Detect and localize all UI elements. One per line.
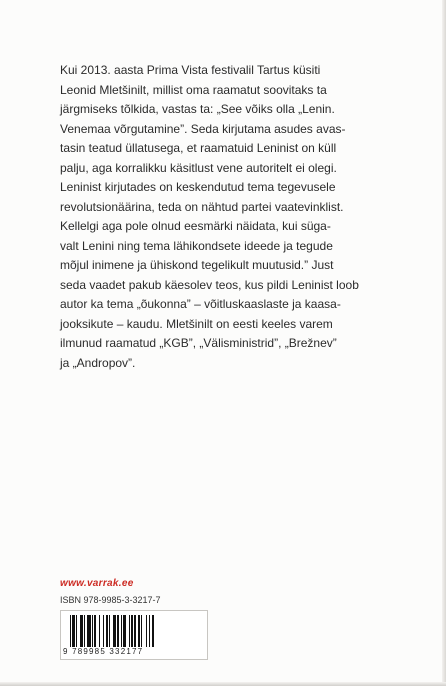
blurb-line: Leonid Mletšinilt, millist oma raamatut soovitaks ta: [60, 82, 327, 97]
barcode-bar: [121, 615, 122, 647]
barcode-bar: [113, 615, 116, 647]
barcode-bar: [70, 615, 71, 647]
blurb-line: mõjul inimene ja ühiskond tegelikult muutusid.” Just: [60, 258, 334, 272]
blurb-line: Kui 2013. aasta Prima Vista festivalil Tartus küsiti: [60, 63, 321, 77]
barcode-bar: [92, 615, 93, 647]
barcode-bar: [106, 615, 108, 647]
barcode-bar: [129, 615, 130, 647]
blurb-line: seda vaadet pakub käesolev teos, kus pildi Leninist loob: [60, 277, 359, 292]
barcode-bar: [131, 615, 133, 647]
barcode-bar: [76, 615, 77, 647]
blurb-line: jooksikute – kaudu. Mletšinilt on eesti keeles varem: [60, 316, 333, 331]
barcode-bar: [109, 615, 110, 647]
blurb-line: revolutsionäärina, teda on nähtud partei vaatevinklist.: [60, 199, 344, 214]
blurb-line: Venemaa võrgutamine”. Seda kirjutama asudes avas-: [60, 121, 346, 136]
barcode-bar: [134, 615, 135, 647]
barcode: [60, 610, 208, 660]
blurb-line: Kellelgi aga pole olnud eesmärki näidata, kui süga-: [60, 219, 331, 233]
blurb-line: autor ka tema „õukonna” – võitluskaaslaste ja kaasa-: [60, 297, 341, 311]
blurb-line: tasin teatud üllatusega, et raamatuid Leninist on küll: [60, 141, 337, 155]
barcode-number: 9 789985 332177: [63, 647, 144, 656]
barcode-bar: [103, 615, 104, 647]
barcode-bar: [152, 615, 154, 647]
barcode-bar: [94, 615, 96, 647]
barcode-bar: [146, 615, 147, 647]
barcode-bar: [80, 615, 82, 647]
barcode-bars: [70, 615, 196, 647]
barcode-bar: [87, 615, 90, 647]
blurb-line: valt Lenini ning tema lähikondsete ideede ja tegude: [60, 238, 333, 253]
blurb-line: ilmunud raamatud „KGB”, „Välisministrid”, „Brežnev”: [60, 336, 337, 350]
barcode-bar: [72, 615, 74, 647]
blurb-line: palju, aga korralikku käsitlust vene autoritelt ei olegi.: [60, 160, 337, 175]
cover-edge-bottom: [0, 682, 446, 686]
barcode-bar: [84, 615, 85, 647]
barcode-bar: [117, 615, 119, 647]
blurb-text: [60, 61, 400, 373]
barcode-bar: [99, 615, 100, 647]
barcode-bar: [149, 615, 150, 647]
cover-edge-right: [442, 0, 446, 686]
blurb-line: ja „Andropov”.: [60, 355, 136, 370]
barcode-bar: [123, 615, 126, 647]
blurb-line: Leninist kirjutades on keskendutud tema tegevusele: [60, 180, 336, 194]
blurb-line: järgmiseks tõlkida, vastas ta: „See võiks olla „Lenin.: [60, 102, 335, 116]
barcode-bar: [138, 615, 140, 647]
publisher-url: www.varrak.ee: [60, 578, 134, 589]
barcode-bar: [141, 615, 142, 647]
isbn-label: ISBN 978-9985-3-3217-7: [60, 595, 161, 605]
